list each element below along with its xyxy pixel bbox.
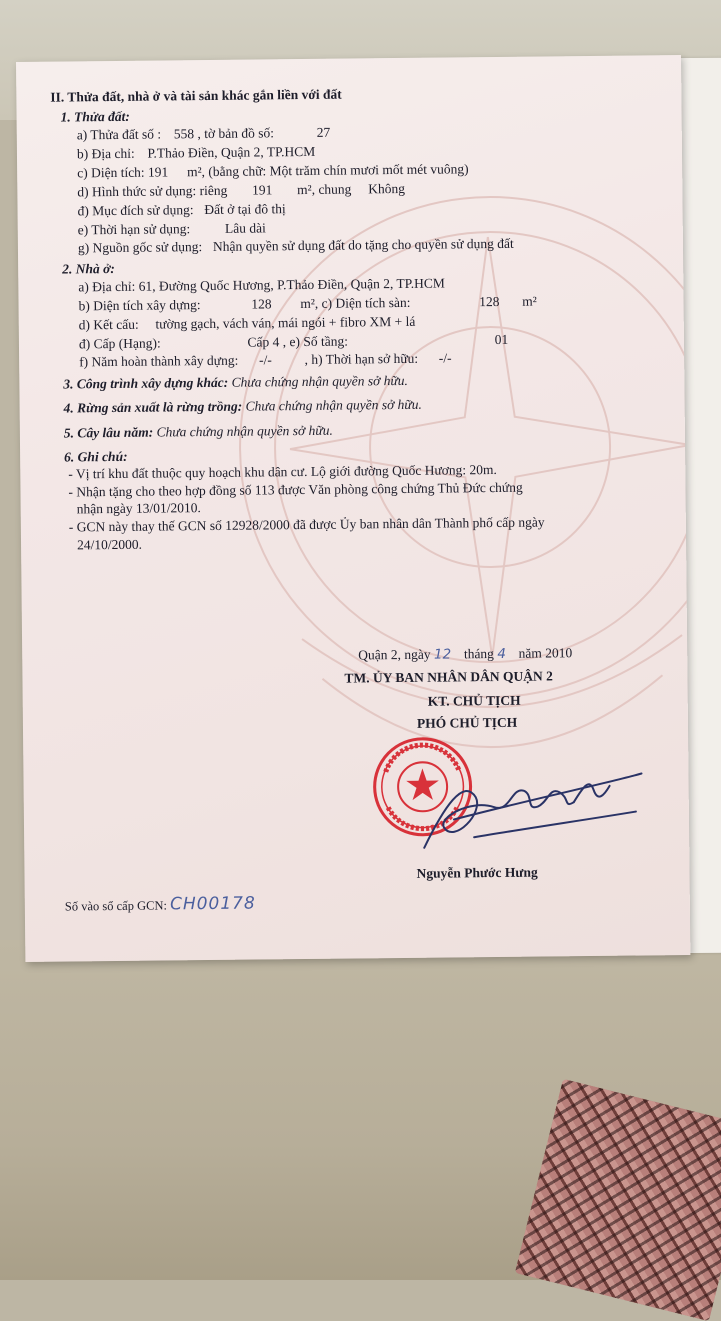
parcel-number: 558	[173, 126, 195, 142]
own-term: -/-	[438, 350, 452, 366]
structure: tường gạch, vách ván, mái ngói + fibro XM + lá	[155, 313, 416, 332]
use-private: 191	[252, 182, 273, 198]
parcel-row	[77, 125, 331, 144]
note-line-1: - Vị trí khu đất thuộc quy hoạch khu dân cư. Lộ giới đường Quốc Hương: 20m.	[68, 461, 497, 482]
perennial-text: Chưa chứng nhận quyền sở hữu.	[156, 422, 333, 440]
year: -/-	[258, 352, 272, 368]
handwritten-signature	[413, 745, 644, 857]
issuing-org: TM. ỦY BAN NHÂN DÂN QUẬN 2	[344, 668, 553, 686]
floors-label: , e) Số tầng:	[282, 333, 349, 350]
forest-text: Chưa chứng nhận quyền sở hữu.	[245, 396, 422, 414]
perennial-heading: 5. Cây lâu năm:	[63, 424, 154, 441]
other-works-text: Chưa chứng nhận quyền sở hữu.	[231, 372, 408, 390]
signing-date	[358, 645, 572, 663]
house-heading: 2. Nhà ở:	[62, 260, 115, 277]
note-line-2: - Nhận tặng cho theo hợp đồng số 113 được Văn phòng công chứng Thủ Đức chứng	[68, 479, 523, 500]
grade-label: đ) Cấp (Hạng):	[78, 335, 161, 352]
land-area-label: c) Diện tích: 191	[77, 164, 169, 181]
signer-title-1: KT. CHỦ TỊCH	[427, 692, 521, 709]
use-common-label: m², chung	[297, 181, 352, 198]
note-line-3: nhận ngày 13/01/2010.	[76, 500, 201, 517]
signing-day: 12	[433, 646, 452, 663]
grade: Cấp 4	[247, 334, 280, 350]
land-address-row	[77, 144, 315, 162]
land-address-label: b) Địa chỉ:	[76, 145, 135, 162]
use-form-row	[77, 181, 405, 200]
registry-label: Số vào sổ cấp GCN:	[64, 898, 167, 914]
purpose-row	[77, 201, 285, 219]
origin: Nhận quyền sử dụng đất do tặng cho quyền sử dụng đất	[212, 235, 514, 254]
registry-number: CH00178	[169, 893, 256, 915]
map-number: 27	[316, 124, 331, 140]
floor-area-label: m², c) Diện tích sàn:	[300, 294, 411, 312]
land-heading: 1. Thửa đất:	[60, 108, 130, 125]
house-address: a) Địa chỉ: 61, Đường Quốc Hương, P.Thảo Điền, Quận 2, TP.HCM	[78, 275, 445, 295]
floors: 01	[494, 331, 509, 348]
term: Lâu dài	[224, 220, 266, 236]
notes-heading: 6. Ghi chú:	[64, 448, 128, 465]
structure-label: d) Kết cấu:	[78, 316, 139, 333]
signer-title-2: PHÓ CHỦ TỊCH	[416, 714, 518, 731]
floor-area-unit: m²	[522, 293, 537, 309]
other-works-heading: 3. Công trình xây dựng khác:	[63, 374, 229, 392]
use-form-label: d) Hình thức sử dụng: riêng	[77, 182, 228, 200]
own-term-label: , h) Thời hạn sở hữu:	[304, 350, 419, 367]
forest-heading: 4. Rừng sản xuất là rừng trồng:	[63, 398, 243, 416]
use-common: Không	[368, 180, 405, 197]
certificate-page	[16, 55, 690, 962]
land-address: P.Thảo Điền, Quận 2, TP.HCM	[147, 143, 316, 161]
parcel-label: a) Thửa đất số :	[76, 126, 162, 143]
section-title: II. Thửa đất, nhà ở và tài sản khác gắn liền với đất	[50, 86, 342, 105]
purpose: Đất ở tại đô thị	[204, 201, 286, 218]
perennial-row	[64, 423, 333, 442]
signing-month-label: tháng	[463, 646, 494, 662]
built-area: 128	[251, 296, 272, 312]
term-row	[78, 220, 266, 238]
year-label: f) Năm hoàn thành xây dựng:	[79, 352, 239, 370]
purpose-label: đ) Mục đích sử dụng:	[77, 202, 194, 219]
signing-year: năm 2010	[518, 645, 573, 661]
signing-month: 4	[497, 645, 506, 662]
floor-area: 128	[479, 293, 500, 310]
land-area-words: m², (bằng chữ: Một trăm chín mươi mốt mét vuông)	[186, 161, 469, 180]
term-label: e) Thời hạn sử dụng:	[77, 221, 191, 238]
note-line-4: - GCN này thay thế GCN số 12928/2000 đã được Ủy ban nhân dân Thành phố cấp ngày	[68, 514, 545, 535]
signer-name: Nguyễn Phước Hưng	[416, 864, 538, 881]
note-line-5: 24/10/2000.	[76, 536, 143, 553]
registry-row	[64, 893, 256, 915]
origin-label: g) Nguồn gốc sử dụng:	[77, 239, 203, 256]
map-label: , tờ bản đồ số:	[197, 125, 275, 142]
signing-place: Quận 2, ngày	[358, 646, 431, 663]
built-area-label: b) Diện tích xây dựng:	[78, 297, 201, 314]
